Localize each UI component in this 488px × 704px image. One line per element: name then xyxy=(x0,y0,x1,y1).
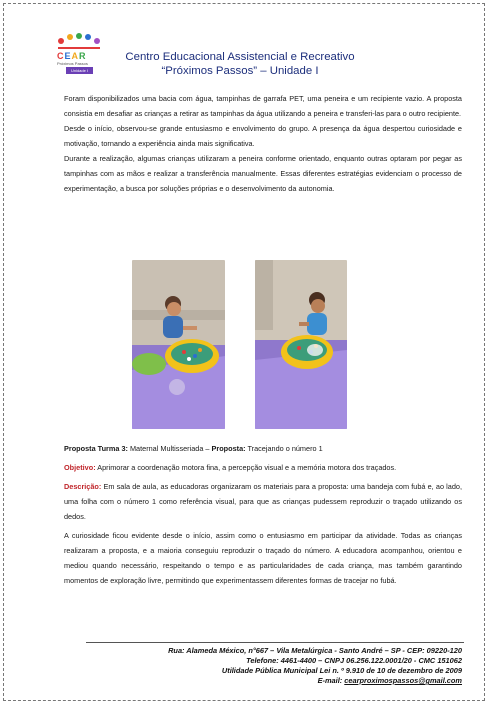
footer-email-link[interactable]: cearproximospassos@gmail.com xyxy=(344,676,462,685)
final-paragraph: A curiosidade ficou evidente desde o início, assim como o entusiasmo em participar da atividade. Todas as crianças realizaram a proposta, e a maioria conseguiu reproduzir o traçado do número. A educadora acompanhou, orientou e mediou quando necessário, respeitando o tempo e as particularidades de cada criança, mas também garantindo momentos de exploração livre, permitindo que experimentassem diferentes formas de tracejar no fubá. xyxy=(64,531,462,585)
proposta-heading xyxy=(64,441,462,456)
page-header xyxy=(110,50,370,78)
page-footer xyxy=(80,646,462,686)
logo-tagline: Próximos Passos xyxy=(57,61,88,66)
descricao-label: Descrição: xyxy=(64,482,102,491)
footer-email-line xyxy=(80,676,462,686)
objetivo-value: Aprimorar a coordenação motora fina, a percepção visual e a memória motora dos traçados. xyxy=(97,463,397,472)
intro-paragraph-3: Durante a realização, algumas crianças utilizaram a peneira conforme orientado, enquanto outras optaram por pegar as tampinhas com as mãos e realizar a transferência manualmente. Essas diferentes estratégias evidenciam o processo de experimentação, a busca por soluções próprias e o desenvolvimento da autonomia. xyxy=(64,154,462,193)
activity-photo-2 xyxy=(255,260,347,429)
proposta-section xyxy=(64,441,462,588)
intro-section xyxy=(64,91,462,196)
intro-paragraph-1: Foram disponibilizados uma bacia com água, tampinhas de garrafa PET, uma peneira e um recipiente vazio. A proposta consistia em desafiar as crianças a retirar as tampinhas da água utilizando a peneira e transferi-las para o outro recipiente. xyxy=(64,94,462,118)
logo-badge: Unidade I xyxy=(66,67,93,74)
proposta-value: Tracejando o número 1 xyxy=(247,444,323,453)
header-title-line1: Centro Educacional Assistencial e Recreativo xyxy=(125,51,355,63)
footer-address: Rua: Alameda México, n°667 – Vila Metalúrgica - Santo André – SP - CEP: 09220-120 xyxy=(168,646,462,655)
objetivo-label: Objetivo: xyxy=(64,463,96,472)
objetivo-line xyxy=(64,460,462,475)
proposta-turma-label: Proposta Turma 3: xyxy=(64,444,128,453)
logo-letters: CEAR xyxy=(57,51,87,61)
footer-email-label: E-mail: xyxy=(317,676,343,685)
footer-divider xyxy=(86,642,464,643)
footer-phone: Telefone: 4461-4400 – CNPJ 06.256.122.0001/20 - CMC 151062 xyxy=(246,656,462,665)
descricao-value: Em sala de aula, as educadoras organizaram os materiais para a proposta: uma bandeja com fubá e, ao lado, uma folha com o número 1 como referência visual, para que as crianças pudessem reproduzir o traçado utilizando os dedos. xyxy=(64,482,462,521)
intro-paragraph-2: Desde o início, observou-se grande entusiasmo e envolvimento do grupo. A presença da água despertou curiosidade e motivação, tornando a experiência ainda mais significativa. xyxy=(64,124,462,148)
descricao-paragraph xyxy=(64,479,462,524)
proposta-label: Proposta: xyxy=(211,444,246,453)
footer-law: Utilidade Pública Municipal Lei n. º 9.910 de 10 de dezembro de 2009 xyxy=(221,666,462,675)
proposta-turma-value: Maternal Multisseriada – xyxy=(129,444,210,453)
header-title-line2: “Próximos Passos” – Unidade I xyxy=(161,65,319,77)
activity-photo-1 xyxy=(132,260,225,429)
